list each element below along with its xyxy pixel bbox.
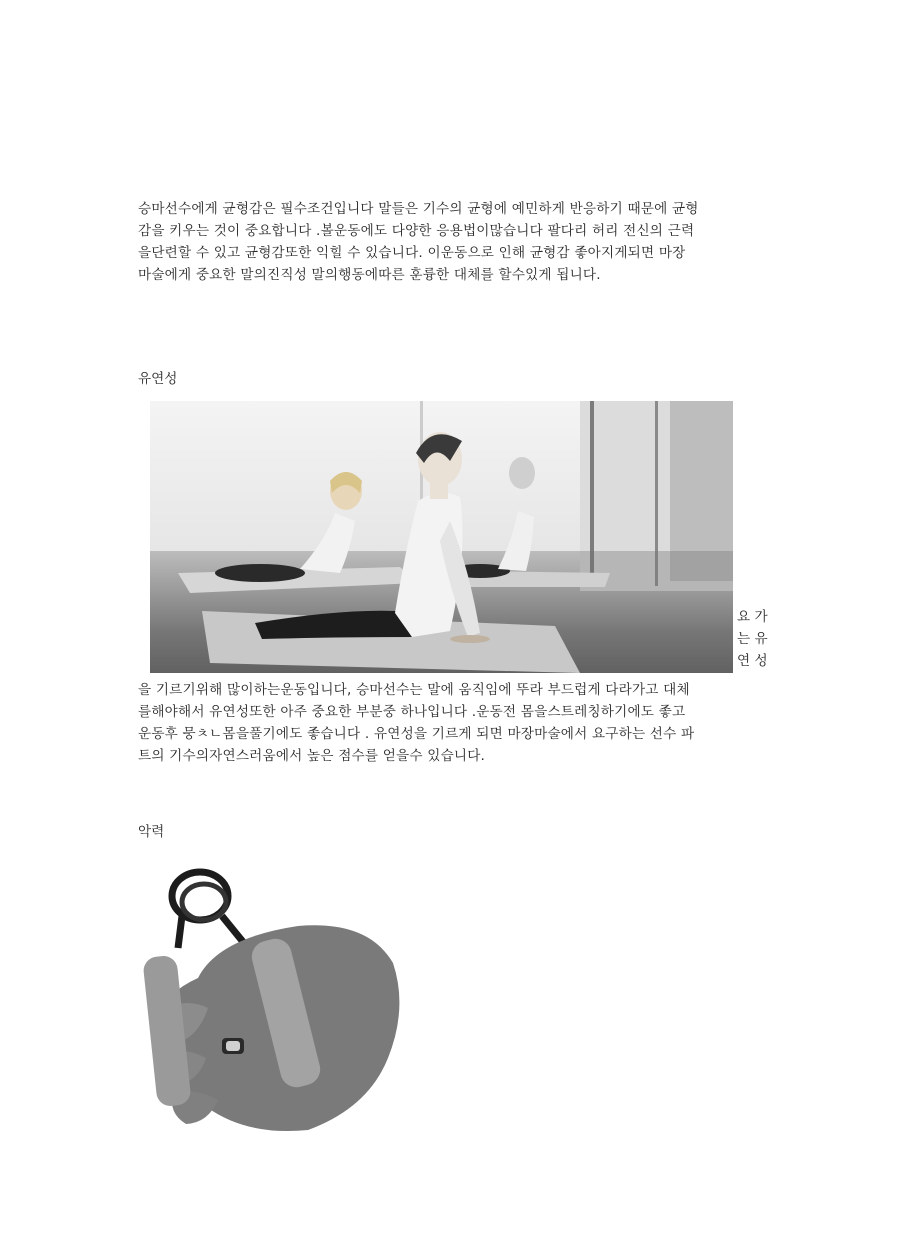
text-line: 트의 기수의자연스러움에서 높은 점수를 얻을수 있습니다. (138, 748, 486, 764)
text-line: 승마선수에게 균형감은 필수조건입니다 말들은 기수의 균형에 예민하게 반응하기 때문에 균형 (138, 201, 699, 217)
balance-paragraph (138, 198, 774, 286)
text-line: 을단련할 수 있고 균형감또한 익힐 수 있습니다. 이운동으로 인해 균형감 좋아지게되면 마장 (138, 245, 686, 261)
text-line: 연 성 (737, 653, 768, 669)
text-line: 는 유 (737, 631, 768, 647)
flexibility-side-text (737, 606, 775, 672)
text-line: 를해야해서 유연성또한 아주 중요한 부분중 하나입니다 .운동전 몸을스트레칭하기에도 좋고 (138, 704, 686, 720)
grip-heading: 악력 (138, 824, 165, 840)
text-line: 요 가 (737, 609, 768, 625)
text-line: 마술에게 중요한 말의진직성 말의행동에따른 훈륭한 대체를 할수있게 됩니다. (138, 267, 601, 283)
text-line: 을 기르기위해 많이하는운동입니다, 승마선수는 말에 움직임에 뚜라 부드럽게 다라가고 대체 (138, 682, 690, 698)
hand-gripper-photo (138, 868, 408, 1136)
text-line: 감을 키우는 것이 중요합니다 .볼운동에도 다양한 응용법이많습니다 팔다리 허리 전신의 근력 (138, 223, 695, 239)
yoga-cobra-pose-photo (150, 401, 733, 673)
text-line: 운동후 뭉ㅊㄴ몸을풀기에도 좋습니다 . 유연성을 기르게 되면 마장마술에서 요구하는 선수 파 (138, 726, 695, 742)
flexibility-paragraph (138, 679, 774, 767)
flexibility-heading: 유연성 (138, 371, 178, 387)
